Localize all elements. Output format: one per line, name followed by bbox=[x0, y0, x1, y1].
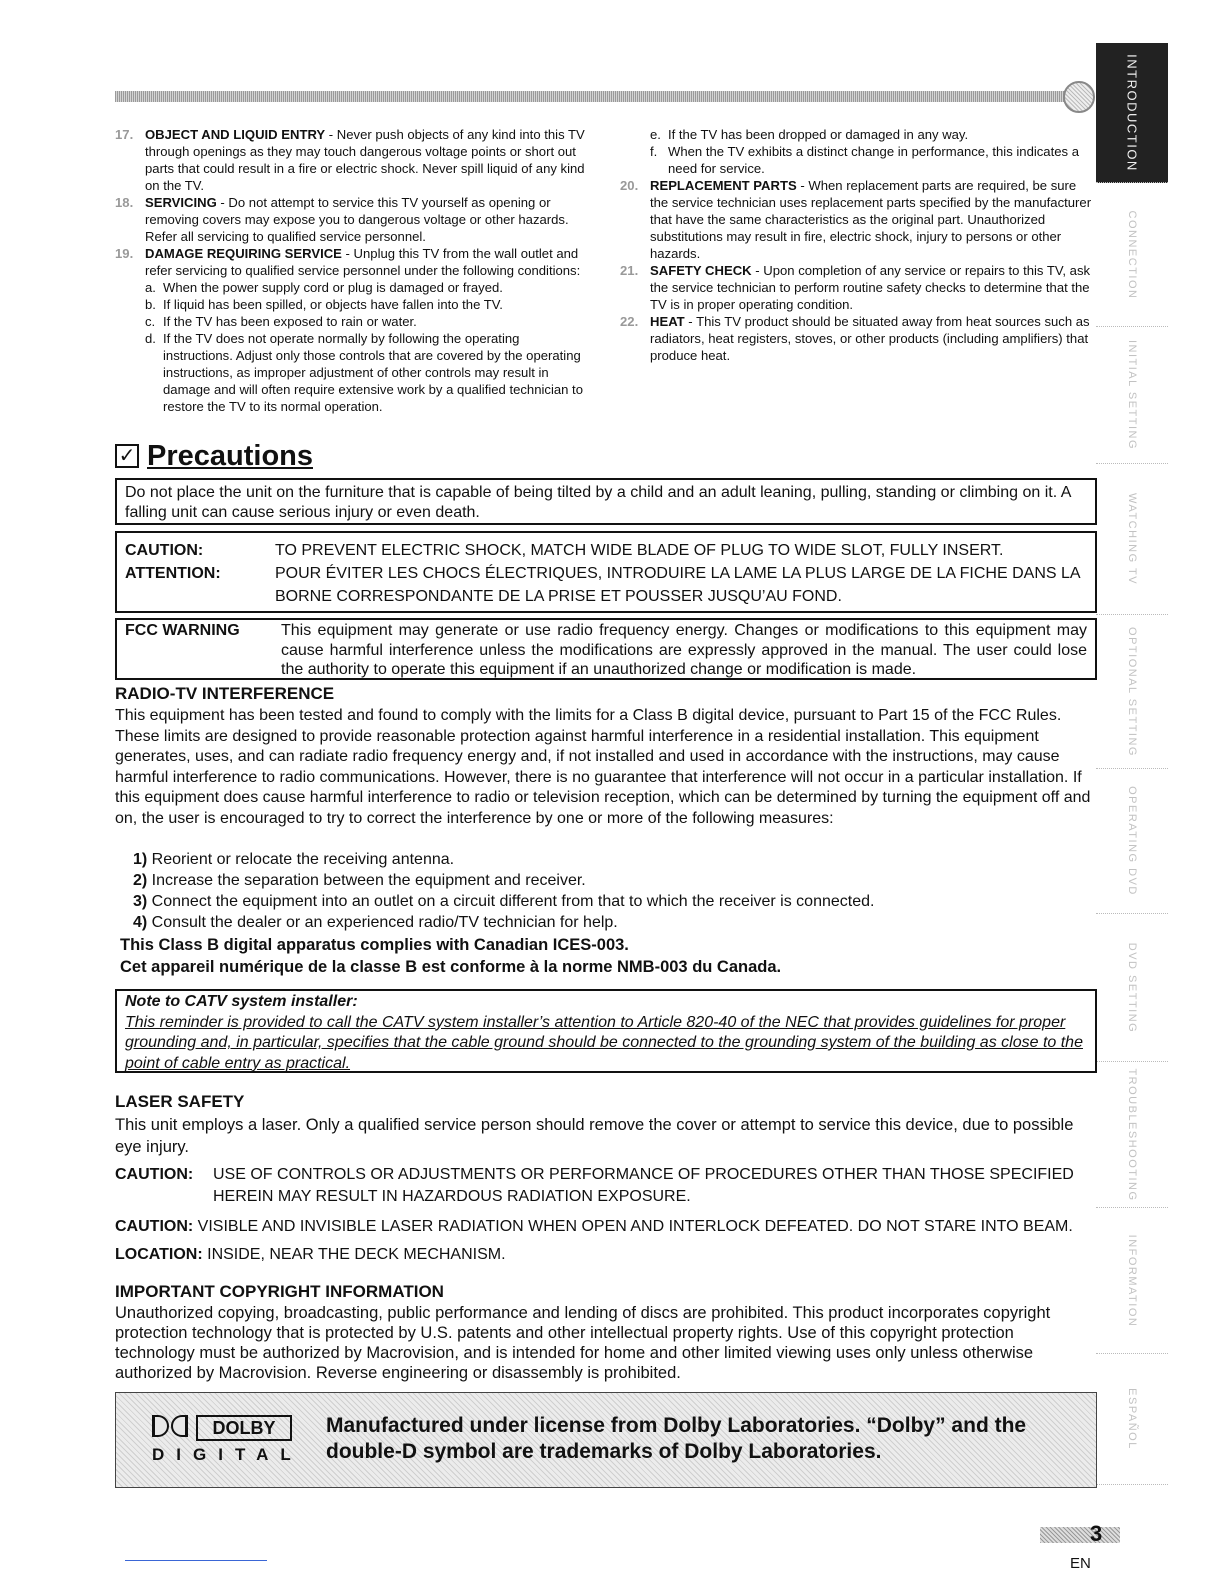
measures-list bbox=[133, 849, 1115, 933]
list-item: 4) Consult the dealer or an experienced radio/TV technician for help. bbox=[133, 914, 618, 931]
language-label: EN bbox=[1070, 1555, 1091, 1572]
tab-dvd-setting[interactable]: DVD SETTING bbox=[1096, 914, 1168, 1062]
header-rule bbox=[115, 91, 1070, 102]
section-tabs bbox=[1096, 43, 1168, 1485]
ices-english: This Class B digital apparatus complies with Canadian ICES-003. bbox=[120, 936, 629, 954]
laser-location: LOCATION: INSIDE, NEAR THE DECK MECHANISM. bbox=[115, 1246, 506, 1263]
laser-body: This unit employs a laser. Only a qualified service person should remove the cover or attempt to service this device, due to possible eye injury. bbox=[115, 1116, 1074, 1156]
tab-optional-setting[interactable]: OPTIONAL SETTING bbox=[1096, 615, 1168, 769]
safety-column-right bbox=[620, 126, 1092, 364]
page-title: Precautions bbox=[147, 439, 313, 472]
tab-operating-dvd[interactable]: OPERATING DVD bbox=[1096, 769, 1168, 914]
tab-introduction[interactable]: INTRODUCTION bbox=[1096, 43, 1168, 183]
copyright-body: Unauthorized copying, broadcasting, public performance and lending of discs are prohibited. This product incorporates copyright protection technology that is protected by U.S. patents and other intellectual property rights. Use of this copyright protection technology must be authorized by Macrovision, and is intended for home and other limited viewing uses only unless otherwise authorized by Macrovision. Reverse engineering or disassembly is prohibited. bbox=[115, 1304, 1051, 1382]
dolby-banner bbox=[115, 1392, 1097, 1488]
radio-tv-body: This equipment has been tested and found to comply with the limits for a Class B digital device, pursuant to Part 15 of the FCC Rules. These limits are designed to provide reasonable protection against harmful interference in a residential installation. This equipment generates, uses, and can radiate radio frequency energy and, if not installed and used in accordance with the instructions, may cause harmful interference to radio communications. However, there is no guarantee that interference will not occur in a particular installation. If this equipment does cause harmful interference to radio or television reception, which can be determined by turning the equipment off and on, the user is encouraged to try to correct the interference by one or more of the following measures: bbox=[115, 707, 1091, 827]
laser-heading: LASER SAFETY bbox=[115, 1092, 245, 1111]
fcc-row: FCC WARNING This equipment may generate or use radio frequency energy. Changes or modifications to this equipment may cause harmful interference unless the modifications are expressly approved in the manual. The user could lose the authority to operate this equipment if an unauthorized change or modification is made. bbox=[125, 622, 1087, 678]
precautions-heading bbox=[115, 438, 313, 474]
copyright-heading: IMPORTANT COPYRIGHT INFORMATION bbox=[115, 1282, 444, 1301]
list-item: 1) Reorient or relocate the receiving antenna. bbox=[133, 851, 455, 868]
condition-c: c. If the TV has been exposed to rain or water. bbox=[145, 314, 417, 329]
page-number-pattern bbox=[1040, 1527, 1120, 1543]
laser-caution-1: CAUTION: USE OF CONTROLS OR ADJUSTMENTS OR PERFORMANCE OF PROCEDURES OTHER THAN THOSE SPECIFIED HEREIN MAY RESULT IN HAZARDOUS RADIATION EXPOSURE. bbox=[115, 1166, 1074, 1205]
checkbox-icon: ✓ bbox=[115, 444, 139, 468]
condition-f: f. When the TV exhibits a distinct change in performance, this indicates a need for service. bbox=[650, 144, 1079, 176]
list-item: 2) Increase the separation between the equipment and receiver. bbox=[133, 872, 586, 889]
double-d-icon bbox=[152, 1415, 192, 1441]
caution-box bbox=[115, 531, 1097, 613]
safety-item-21: 21. SAFETY CHECK - Upon completion of any service or repairs to this TV, ask the service technician to perform routine safety checks to determine that the TV is in proper operating condition. bbox=[620, 263, 1091, 312]
safety-item-20: 20. REPLACEMENT PARTS - When replacement parts are required, be sure the service technician uses replacement parts specified by the manufacturer that have the same characteristics as the original part. Unauthorized substitutions may result in fire, electric shock, injury to persons or other hazards. bbox=[620, 178, 1092, 261]
tab-watching-tv[interactable]: WATCHING TV bbox=[1096, 464, 1168, 615]
condition-d: d. If the TV does not operate normally by following the operating instructions. Adjust only those controls that are covered by the operating instructions, as improper adjustment of other controls may result in damage and will often require extensive work by a qualified technician to restore the TV to its normal operation. bbox=[145, 331, 583, 414]
tab-connection[interactable]: CONNECTION bbox=[1096, 183, 1168, 327]
laser-caution-2: CAUTION: VISIBLE AND INVISIBLE LASER RADIATION WHEN OPEN AND INTERLOCK DEFEATED. DO NOT STARE INTO BEAM. bbox=[115, 1218, 1073, 1235]
dolby-logo-digital: DIGITAL bbox=[152, 1445, 303, 1464]
page-number: 3 bbox=[1040, 1523, 1130, 1545]
catv-note-body: This reminder is provided to call the CATV system installer’s attention to Article 820-40 of the NEC that provides guidelines for proper grounding and, in particular, specifies that the cable ground should be connected to the grounding system of the building as close to the point of cable entry as practical. bbox=[125, 1013, 1083, 1072]
ices-french: Cet appareil numérique de la classe B est conforme à la norme NMB-003 du Canada. bbox=[120, 958, 782, 976]
radio-tv-heading: RADIO-TV INTERFERENCE bbox=[115, 684, 335, 703]
condition-a: a. When the power supply cord or plug is damaged or frayed. bbox=[145, 280, 503, 295]
condition-b: b. If liquid has been spilled, or objects have fallen into the TV. bbox=[145, 297, 503, 312]
caution-row: CAUTION: TO PREVENT ELECTRIC SHOCK, MATCH WIDE BLADE OF PLUG TO WIDE SLOT, FULLY INSERT. bbox=[125, 542, 1004, 559]
safety-item-17: 17. OBJECT AND LIQUID ENTRY - Never push objects of any kind into this TV through openings as they may touch dangerous voltage points or short out parts that could result in a fire or electric shock. Never spill liquid of any kind on the TV. bbox=[115, 127, 585, 193]
list-item: 3) Connect the equipment into an outlet on a circuit different from that to which the receiver is connected. bbox=[133, 893, 875, 910]
attention-row: ATTENTION: POUR ÉVITER LES CHOCS ÉLECTRIQUES, INTRODUIRE LA LAME LA PLUS LARGE DE LA FICHE DANS LA BORNE CORRESPONDANTE DE LA PRISE ET POUSSER JUSQU’AU FOND. bbox=[125, 565, 1080, 605]
dolby-logo-word: DOLBY bbox=[196, 1415, 292, 1441]
header-circle-ornament bbox=[1063, 81, 1095, 113]
tip-over-warning: Do not place the unit on the furniture that is capable of being tilted by a child and an adult leaning, pulling, standing or climbing on it. A falling unit can cause serious injury or even death. bbox=[115, 478, 1097, 525]
ices-statement bbox=[120, 934, 1102, 978]
tab-information[interactable]: INFORMATION bbox=[1096, 1208, 1168, 1354]
safety-item-22: 22. HEAT - This TV product should be situated away from heat sources such as radiators, heat registers, stoves, or other products (including amplifiers) that produce heat. bbox=[620, 314, 1090, 363]
tab-troubleshooting[interactable]: TROUBLESHOOTING bbox=[1096, 1062, 1168, 1208]
safety-column-left bbox=[115, 126, 590, 415]
safety-item-19: 19. DAMAGE REQUIRING SERVICE - Unplug this TV from the wall outlet and refer servicing to qualified service personnel under the following conditions: bbox=[115, 246, 581, 278]
bottom-rule bbox=[125, 1560, 267, 1561]
catv-note-title: Note to CATV system installer: bbox=[125, 993, 358, 1010]
condition-e: e. If the TV has been dropped or damaged in any way. bbox=[650, 127, 969, 142]
fcc-warning-box bbox=[115, 618, 1097, 680]
tab-initial-setting[interactable]: INITIAL SETTING bbox=[1096, 327, 1168, 464]
safety-item-18: 18. SERVICING - Do not attempt to service this TV yourself as opening or removing covers may expose you to dangerous voltage or other hazards. Refer all servicing to qualified service personnel. bbox=[115, 195, 569, 244]
tab-espanol[interactable]: ESPAÑOL bbox=[1096, 1354, 1168, 1485]
dolby-trademark-text: Manufactured under license from Dolby Laboratories. “Dolby” and the double-D symbol are trademarks of Dolby Laboratories. bbox=[326, 1414, 1027, 1463]
dolby-logo bbox=[152, 1415, 303, 1471]
catv-note bbox=[115, 989, 1097, 1073]
